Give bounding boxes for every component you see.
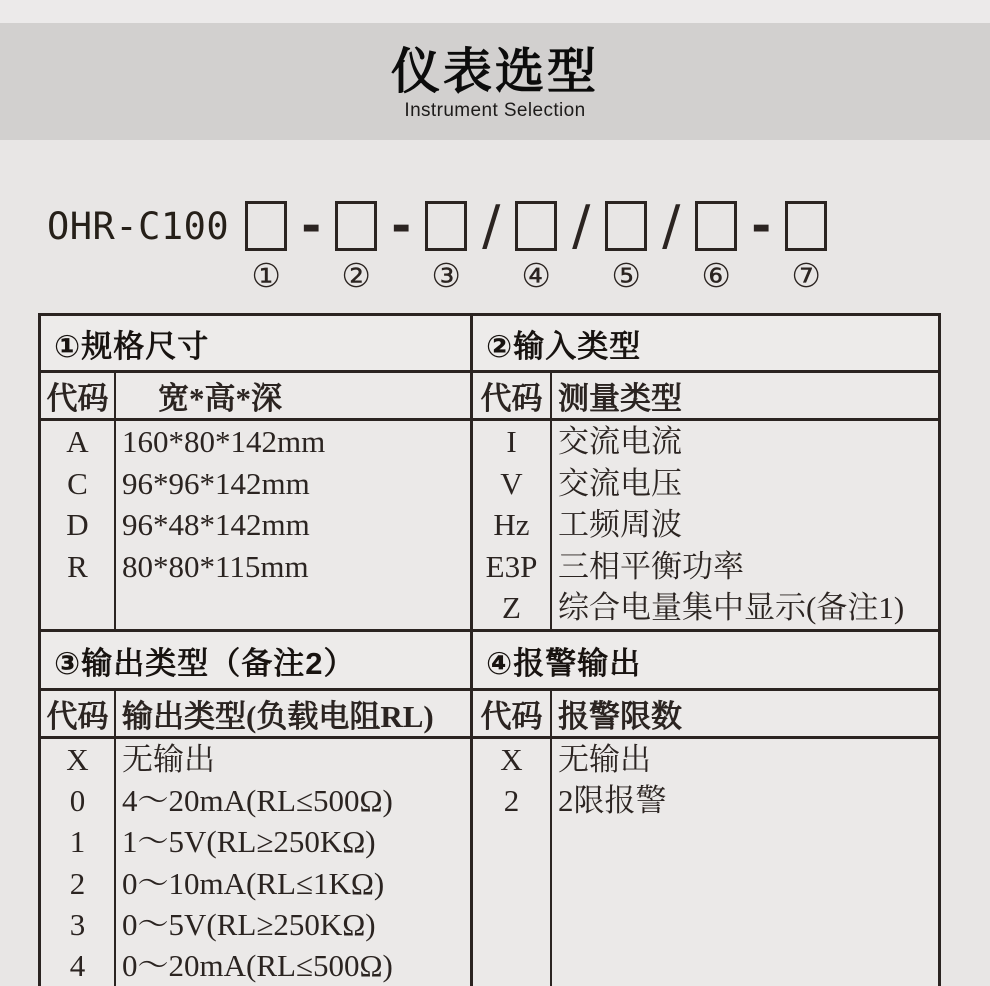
- desc-line: 0～5V(RL≥250KΩ): [122, 906, 376, 942]
- position-label-5: ⑤: [611, 256, 642, 295]
- slash-glyph: /: [662, 194, 681, 257]
- position-label-7: ⑦: [791, 256, 822, 295]
- section-3-header: [41, 632, 473, 691]
- section-4-title: ④报警输出: [486, 645, 642, 681]
- model-code-row: [47, 194, 827, 295]
- code-line: 2: [69, 865, 86, 901]
- desc-line: 160*80*142mm: [122, 424, 326, 459]
- page-subtitle: Instrument Selection: [404, 100, 586, 122]
- desc-line: 96*48*142mm: [122, 507, 310, 543]
- page-title: 仪表选型: [390, 44, 599, 99]
- code-line: Z: [502, 590, 521, 626]
- desc-line: 2限报警: [558, 783, 667, 819]
- code-box-1: [245, 201, 287, 251]
- slash-separator: [569, 194, 593, 257]
- dash-glyph: -: [751, 198, 772, 254]
- slash-glyph: /: [572, 194, 591, 257]
- code-line: D: [66, 507, 89, 543]
- desc-line: 0～20mA(RL≤500Ω): [122, 947, 393, 983]
- dash-glyph: -: [301, 198, 322, 254]
- desc-line: 0～10mA(RL≤1KΩ): [122, 865, 385, 901]
- code-line: X: [66, 742, 89, 777]
- dash-glyph: -: [391, 198, 412, 254]
- code-box-3: [425, 201, 467, 251]
- section-1-desc-header: 宽*高*深: [116, 373, 473, 421]
- section-1-title: ①规格尺寸: [54, 328, 210, 364]
- section-2-code-header: 代码: [473, 373, 552, 421]
- desc-line: 无输出: [122, 742, 215, 777]
- section-2-desc-column: [552, 421, 938, 632]
- desc-line: 4～20mA(RL≤500Ω): [122, 783, 393, 819]
- section-2-title: ②输入类型: [486, 328, 642, 364]
- model-slot-6: [695, 201, 737, 293]
- model-slot-2: [335, 201, 377, 293]
- code-line: I: [506, 424, 517, 459]
- code-line: R: [67, 548, 88, 584]
- desc-line: 交流电流: [558, 424, 682, 459]
- section-1-code-column: [41, 421, 116, 632]
- code-box-2: [335, 201, 377, 251]
- section-2-header: [473, 316, 938, 373]
- section-3-code-header: 代码: [41, 691, 116, 739]
- model-prefix: OHR-C100: [47, 205, 230, 248]
- code-line: 3: [69, 906, 86, 942]
- code-box-5: [605, 201, 647, 251]
- desc-line: 三相平衡功率: [558, 548, 744, 584]
- code-line: C: [67, 465, 88, 501]
- position-label-4: ④: [521, 256, 552, 295]
- dash-separator: [389, 198, 413, 254]
- section-1-code-header: 代码: [41, 373, 116, 421]
- code-line: 4: [69, 947, 86, 983]
- desc-line: 1～5V(RL≥250KΩ): [122, 824, 376, 860]
- code-line: V: [500, 465, 523, 501]
- slash-separator: [479, 194, 503, 257]
- section-3-desc-column: [116, 739, 473, 986]
- section-3-code-column: [41, 739, 116, 986]
- desc-line: 80*80*115mm: [122, 548, 309, 584]
- position-label-2: ②: [341, 256, 372, 295]
- section-4-code-header: 代码: [473, 691, 552, 739]
- slash-glyph: /: [482, 194, 501, 257]
- section-3-desc-header: 输出类型(负载电阻RL): [116, 691, 473, 739]
- desc-line: 交流电压: [558, 465, 682, 501]
- desc-line: 工频周波: [558, 507, 682, 543]
- code-box-6: [695, 201, 737, 251]
- code-box-4: [515, 201, 557, 251]
- desc-line: 综合电量集中显示(备注1): [558, 590, 905, 626]
- position-label-3: ③: [431, 256, 462, 295]
- code-line: A: [66, 424, 89, 459]
- section-4-desc-column: [552, 739, 938, 986]
- section-4-code-column: [473, 739, 552, 986]
- code-line: 0: [69, 783, 86, 819]
- desc-line: 96*96*142mm: [122, 465, 310, 501]
- section-4-header: [473, 632, 938, 691]
- section-4-desc-header: 报警限数: [552, 691, 938, 739]
- code-line: 2: [503, 783, 520, 819]
- slash-separator: [659, 194, 683, 257]
- section-1-header: [41, 316, 473, 373]
- section-2-code-column: [473, 421, 552, 632]
- model-slot-7: [785, 201, 827, 293]
- top-strip: [0, 0, 990, 23]
- code-line: Hz: [493, 507, 530, 543]
- selection-table: [38, 313, 941, 986]
- code-line: 1: [69, 824, 86, 860]
- position-label-1: ①: [251, 256, 282, 295]
- position-label-6: ⑥: [701, 256, 732, 295]
- model-slot-4: [515, 201, 557, 293]
- code-line: X: [500, 742, 523, 777]
- dash-separator: [749, 198, 773, 254]
- model-slot-3: [425, 201, 467, 293]
- title-band: [0, 23, 990, 140]
- section-2-desc-header: 测量类型: [552, 373, 938, 421]
- dash-separator: [299, 198, 323, 254]
- section-1-desc-column: [116, 421, 473, 632]
- code-line: E3P: [485, 548, 538, 584]
- code-box-7: [785, 201, 827, 251]
- model-slot-5: [605, 201, 647, 293]
- desc-line: 无输出: [558, 742, 651, 777]
- model-slot-1: [245, 201, 287, 293]
- section-3-title: ③输出类型（备注2）: [54, 645, 356, 681]
